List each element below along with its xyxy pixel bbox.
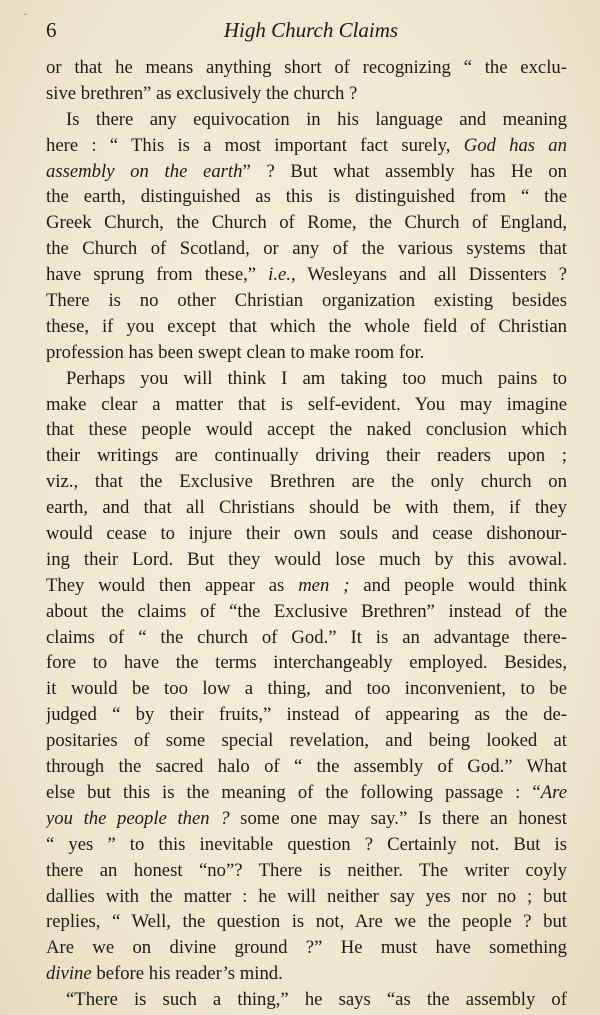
text-line	[46, 625, 567, 651]
text-span: there an honest “no”? There is neither. The writer coyly	[46, 859, 567, 881]
text-line	[46, 107, 567, 133]
text-span: here : “ This is a most important fact surely,	[46, 134, 464, 156]
text-span: these, if you except that which the whole field of Christian	[46, 315, 567, 337]
text-span: make clear a matter that is self-evident. You may imagine	[46, 393, 567, 415]
text-line	[46, 884, 567, 910]
text-span: They would then appear as	[46, 574, 299, 596]
text-span: the Church of Scotland, or any of the various systems that	[46, 238, 567, 260]
text-span: profession has been swept clean to make room for.	[46, 341, 425, 363]
text-line	[46, 961, 567, 987]
text-line	[46, 521, 567, 547]
text-line	[46, 650, 567, 676]
text-span: Are we on divine ground ?” He must have something	[46, 937, 567, 959]
running-title: High Church Claims	[223, 18, 399, 42]
text-span: else but this is the meaning of the following passage : “	[46, 781, 541, 803]
page-header	[46, 18, 566, 46]
text-line	[46, 392, 567, 418]
text-line	[46, 599, 567, 625]
text-span: some one may say.” Is there an honest	[229, 807, 567, 829]
text-line	[46, 133, 567, 159]
text-span: ” ? But what assembly has He on	[242, 160, 567, 182]
italic-text-span: you the people then ?	[46, 807, 230, 829]
text-span: their writings are continually driving their readers upon ;	[46, 445, 567, 467]
italic-text-span: i.e.,	[268, 264, 296, 286]
text-span: Greek Church, the Church of Rome, the Church of England,	[46, 212, 567, 234]
text-line	[46, 314, 567, 340]
text-span: viz., that the Exclusive Brethren are the only church on	[46, 471, 567, 493]
text-span: before his reader’s mind.	[91, 963, 283, 985]
italic-text-span: divine	[46, 963, 92, 985]
text-line	[46, 806, 567, 832]
text-line	[46, 935, 567, 961]
text-span: or that he means anything short of recognizing “ the exclu-	[46, 57, 567, 78]
italic-text-span: Are	[540, 781, 567, 803]
text-line	[46, 573, 567, 599]
text-span: Wesleyans and all Dissenters ?	[295, 264, 567, 286]
text-span: have sprung from these,”	[46, 264, 269, 286]
text-span: “There is such a thing,” he says “as the assembly of	[66, 989, 567, 1011]
text-line	[46, 443, 567, 469]
text-line	[46, 288, 567, 314]
text-line	[46, 340, 567, 366]
text-span: “ yes ” to this inevitable question ? Certainly not. But is	[46, 833, 567, 855]
text-span: earth, and that all Christians should be with them, if they	[46, 497, 567, 519]
text-span: claims of “ the church of God.” It is an advantage there-	[46, 626, 567, 648]
text-line	[46, 81, 567, 107]
text-span: positaries of some special revelation, and being looked at	[46, 730, 567, 752]
page-number: 6	[46, 18, 57, 42]
text-line	[46, 987, 567, 1013]
text-line	[46, 754, 567, 780]
text-line	[46, 469, 567, 495]
corner-mark: ‸	[24, 6, 28, 16]
text-span: Perhaps you will think I am taking too much pains to	[66, 367, 567, 389]
text-line	[46, 262, 567, 288]
text-line	[46, 702, 567, 728]
text-line	[46, 676, 567, 702]
text-line	[46, 55, 567, 81]
text-span: and people would think	[349, 574, 567, 596]
text-line	[46, 417, 567, 443]
text-span: through the sacred halo of “ the assembly of God.” What	[46, 756, 567, 778]
text-line	[46, 909, 567, 935]
text-span: the earth, distinguished as this is distinguished from “ the	[46, 186, 567, 208]
text-line	[46, 495, 567, 521]
text-span: dallies with the matter : he will neither say yes nor no ; but	[46, 885, 567, 907]
text-line	[46, 728, 567, 754]
text-span: it would be too low a thing, and too inconvenient, to be	[46, 678, 567, 700]
text-span: ing their Lord. But they would lose much by this avowal.	[46, 548, 567, 570]
text-line	[46, 236, 567, 262]
text-span: about the claims of “the Exclusive Brethren” instead of the	[46, 600, 567, 622]
text-span: sive brethren” as exclusively the church ?	[46, 82, 358, 104]
text-line	[46, 858, 567, 884]
text-span: fore to have the terms interchangeably employed. Besides,	[46, 652, 567, 674]
text-span: There is no other Christian organization existing besides	[46, 290, 567, 312]
text-span: judged “ by their fruits,” instead of appearing as the de-	[46, 704, 567, 726]
text-line	[46, 184, 567, 210]
italic-text-span: assembly on the earth	[46, 160, 243, 182]
text-line	[46, 366, 567, 392]
text-span: that these people would accept the naked conclusion which	[46, 419, 567, 441]
body-text	[46, 55, 567, 1013]
text-line	[46, 832, 567, 858]
text-line	[46, 210, 567, 236]
text-line	[46, 780, 567, 806]
text-span: Is there any equivocation in his language and meaning	[66, 108, 567, 130]
text-line	[46, 159, 567, 185]
text-line	[46, 547, 567, 573]
italic-text-span: men ;	[298, 574, 350, 596]
text-span: replies, “ Well, the question is not, Are we the people ? but	[46, 911, 567, 933]
italic-text-span: God has an	[463, 134, 567, 156]
text-span: would cease to injure their own souls and cease dishonour-	[46, 523, 567, 545]
